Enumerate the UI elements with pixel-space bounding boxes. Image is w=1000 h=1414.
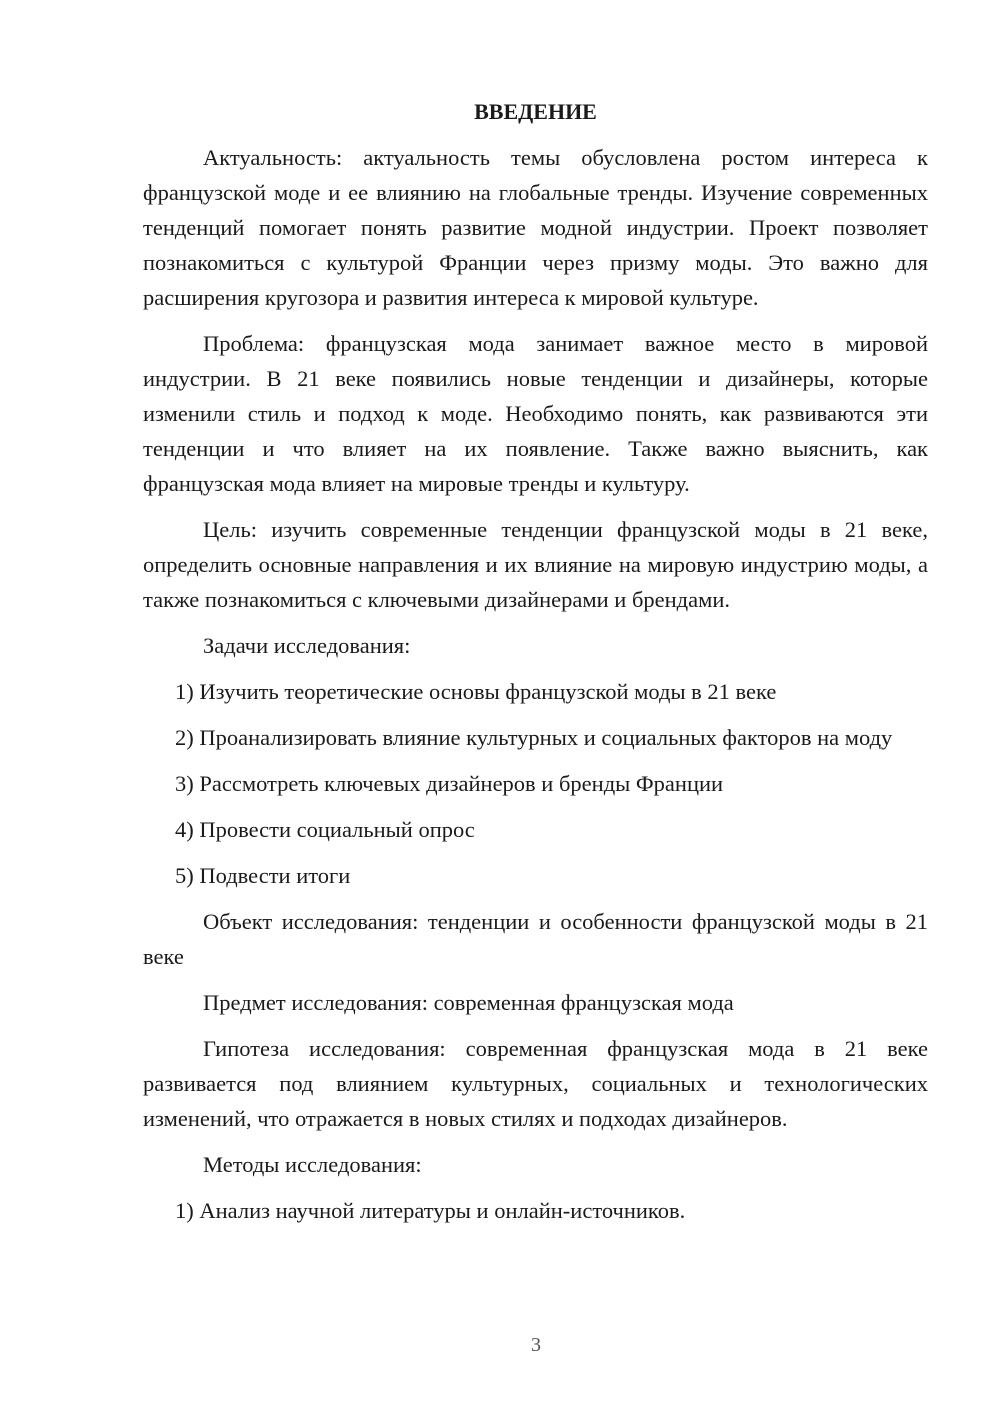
page-number: 3 (531, 1334, 541, 1356)
section-heading: ВВЕДЕНИЕ (474, 99, 597, 124)
hypothesis-paragraph: Гипотеза исследования: современная французская мода в 21 веке развивается под влиянием культурных, социальных и технологических изменений, что отражается в новых стилях и подходах дизайнеров. (143, 1036, 928, 1131)
problem-paragraph: Проблема: французская мода занимает важное место в мировой индустрии. В 21 веке появились новые тенденции и дизайнеры, которые изменили стиль и подход к моде. Необходимо понять, как развиваются эти тенденции и что влияет на их появление. Также важно выяснить, как французская мода влияет на мировые тренды и культуру. (143, 331, 928, 496)
task-item-4: 4) Провести социальный опрос (175, 817, 475, 842)
relevance-paragraph: Актуальность: актуальность темы обусловлена ростом интереса к французской моде и ее влиянию на глобальные тренды. Изучение современных тенденций помогает понять развитие модной индустрии. Проект позволяет познакомиться с культурой Франции через призму моды. Это важно для расширения кругозора и развития интереса к мировой культуре. (143, 145, 928, 310)
tasks-title: Задачи исследования: (203, 633, 411, 658)
task-item-1: 1) Изучить теоретические основы французской моды в 21 веке (175, 679, 777, 704)
methods-title: Методы исследования: (203, 1152, 422, 1177)
task-item-3: 3) Рассмотреть ключевых дизайнеров и бренды Франции (175, 771, 724, 796)
goal-paragraph: Цель: изучить современные тенденции французской моды в 21 веке, определить основные направления и их влияние на мировую индустрию моды, а также познакомиться с ключевыми дизайнерами и брендами. (143, 517, 928, 612)
method-item-1: 1) Анализ научной литературы и онлайн-источников. (175, 1198, 686, 1223)
subject-paragraph: Предмет исследования: современная французская мода (203, 990, 734, 1015)
task-item-5: 5) Подвести итоги (175, 863, 351, 888)
object-paragraph: Объект исследования: тенденции и особенности французской моды в 21 веке (143, 909, 928, 969)
page-content (143, 94, 928, 1239)
task-item-2: 2) Проанализировать влияние культурных и социальных факторов на моду (175, 725, 893, 750)
